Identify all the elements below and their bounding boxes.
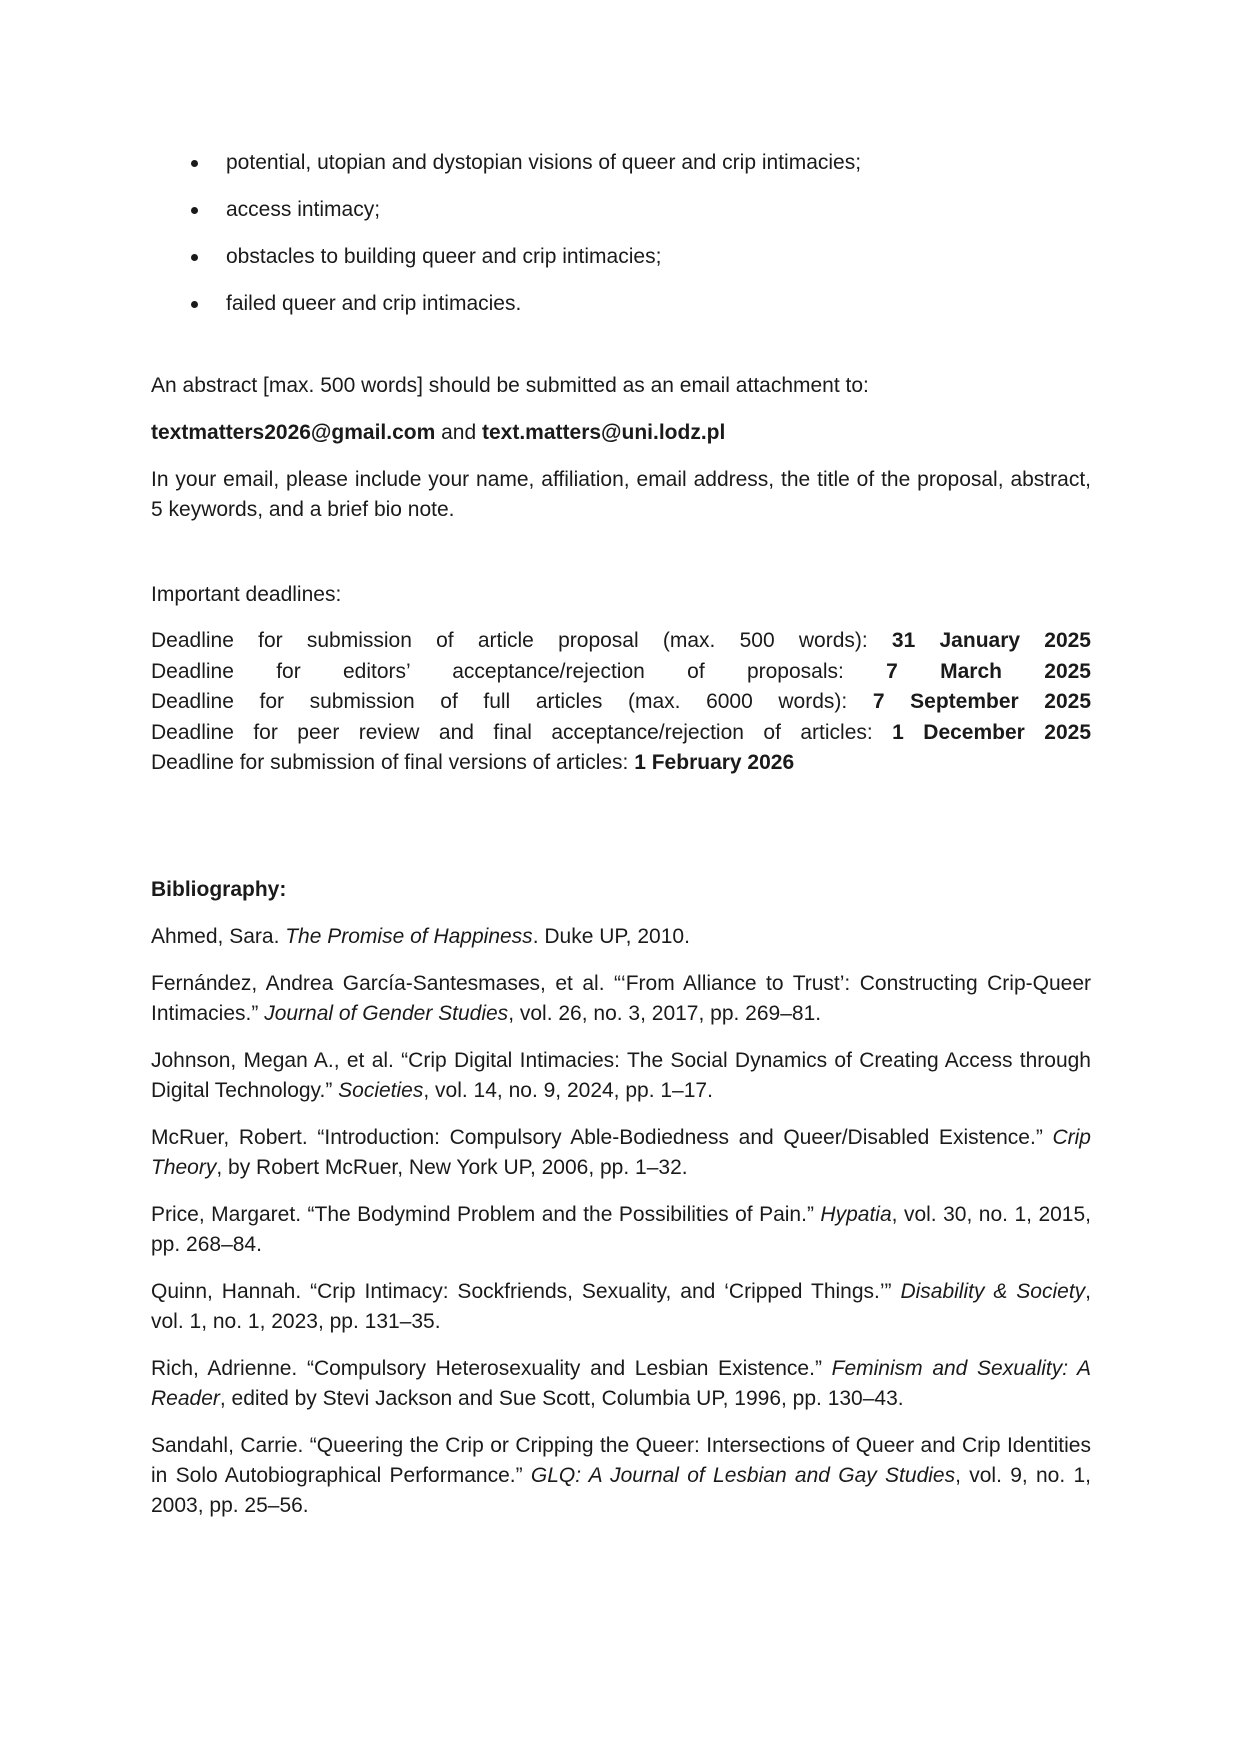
deadline-date: 7 March 2025 — [886, 659, 1091, 683]
entry-text: , vol. 1, no. 1, 2023, pp. 131–35. — [151, 1279, 1091, 1333]
deadline-label: Deadline for submission of full articles (max. 6000 words): — [151, 690, 873, 713]
bibliography-entry — [151, 969, 1091, 1029]
topics-list — [151, 148, 1091, 319]
deadline-item — [151, 626, 1091, 657]
bibliography-entry — [151, 922, 1091, 952]
email-addresses — [151, 418, 1091, 448]
entry-title: Societies — [338, 1078, 424, 1102]
entry-text: , vol. 30, no. 1, 2015, pp. 268–84. — [151, 1202, 1091, 1256]
bullet-icon — [191, 160, 198, 167]
bibliography-entry — [151, 1431, 1091, 1521]
entry-text: , by Robert McRuer, New York UP, 2006, pp. 1–32. — [216, 1155, 688, 1179]
deadline-item — [151, 687, 1091, 718]
topic-text: potential, utopian and dystopian visions of queer and crip intimacies; — [226, 151, 862, 174]
email-joiner: and — [435, 421, 482, 444]
deadline-item — [151, 657, 1091, 688]
bibliography-heading-text: Bibliography: — [151, 877, 287, 901]
bibliography-heading — [151, 875, 1091, 905]
deadline-date: 7 September 2025 — [872, 690, 1091, 713]
topic-text: failed queer and crip intimacies. — [226, 292, 522, 315]
entry-title: Disability & Society — [900, 1279, 1086, 1303]
entry-text: Ahmed, Sara. — [151, 924, 286, 948]
entry-text: , edited by Stevi Jackson and Sue Scott, Columbia UP, 1996, pp. 130–43. — [219, 1386, 904, 1410]
email-link-secondary[interactable]: text.matters@uni.lodz.pl — [482, 421, 726, 444]
entry-title: Feminism and Sexuality: A Reader — [151, 1356, 1091, 1410]
email-link-primary[interactable]: textmatters2026@gmail.com — [151, 421, 436, 444]
entry-title: Crip Theory — [151, 1125, 1091, 1179]
bibliography-entry — [151, 1277, 1091, 1337]
deadline-label: Deadline for editors’ acceptance/rejection of proposals: — [151, 659, 887, 683]
deadline-label: Deadline for submission of article proposal (max. 500 words): — [151, 629, 892, 652]
deadline-item — [151, 748, 1091, 779]
entry-text: , vol. 14, no. 9, 2024, pp. 1–17. — [423, 1078, 713, 1102]
entry-title: The Promise of Happiness — [285, 924, 533, 948]
bibliography-entry — [151, 1354, 1091, 1414]
entry-text: Sandahl, Carrie. “Queering the Crip or Cripping the Queer: Intersections of Queer and Crip Identities in Solo Autobiographical Performance.” — [151, 1433, 1091, 1487]
list-item — [151, 148, 1091, 178]
email-requirements: In your email, please include your name, affiliation, email address, the title of the proposal, abstract, 5 keywords, and a brief bio note. — [151, 468, 1091, 521]
entry-title: GLQ: A Journal of Lesbian and Gay Studies — [530, 1463, 956, 1487]
entry-text: Price, Margaret. “The Bodymind Problem and the Possibilities of Pain.” — [151, 1202, 821, 1226]
topic-text: obstacles to building queer and crip intimacies; — [226, 245, 662, 268]
bibliography-entry — [151, 1200, 1091, 1260]
entry-text: McRuer, Robert. “Introduction: Compulsory Able-Bodiedness and Queer/Disabled Existence.” — [151, 1125, 1053, 1149]
bullet-icon — [191, 301, 198, 308]
deadlines-heading: Important deadlines: — [151, 583, 342, 606]
deadline-date: 31 January 2025 — [891, 629, 1091, 652]
deadline-label: Deadline for peer review and final acceptance/rejection of articles: — [151, 720, 893, 744]
deadline-item — [151, 718, 1091, 749]
abstract-instruction: An abstract [max. 500 words] should be submitted as an email attachment to: — [151, 374, 869, 397]
list-item — [151, 195, 1091, 225]
deadline-date: 1 December 2025 — [892, 720, 1091, 744]
list-item — [151, 242, 1091, 272]
deadline-label: Deadline for submission of final versions of articles: — [151, 751, 635, 774]
topic-text: access intimacy; — [226, 198, 381, 221]
bullet-icon — [191, 207, 198, 214]
entry-title: Journal of Gender Studies — [264, 1001, 509, 1025]
document-page — [151, 148, 1091, 1538]
bibliography-entry — [151, 1123, 1091, 1183]
deadlines-list — [151, 626, 1091, 779]
entry-text: Rich, Adrienne. “Compulsory Heterosexuality and Lesbian Existence.” — [151, 1356, 832, 1380]
list-item — [151, 289, 1091, 319]
entry-text: Fernández, Andrea García-Santesmases, et al. “‘From Alliance to Trust’: Constructing Crip-Queer Intimacies.” — [151, 971, 1091, 1025]
deadline-date: 1 February 2026 — [634, 751, 795, 774]
entry-text: Johnson, Megan A., et al. “Crip Digital Intimacies: The Social Dynamics of Creating Access through Digital Technology.” — [151, 1048, 1091, 1102]
bibliography-list — [151, 922, 1091, 1521]
entry-text: . Duke UP, 2010. — [532, 924, 690, 948]
entry-text: , vol. 26, no. 3, 2017, pp. 269–81. — [508, 1001, 822, 1025]
bullet-icon — [191, 254, 198, 261]
entry-text: , vol. 9, no. 1, 2003, pp. 25–56. — [151, 1463, 1091, 1517]
entry-text: Quinn, Hannah. “Crip Intimacy: Sockfriends, Sexuality, and ‘Cripped Things.’” — [151, 1279, 901, 1303]
bibliography-entry — [151, 1046, 1091, 1106]
entry-title: Hypatia — [820, 1202, 892, 1226]
